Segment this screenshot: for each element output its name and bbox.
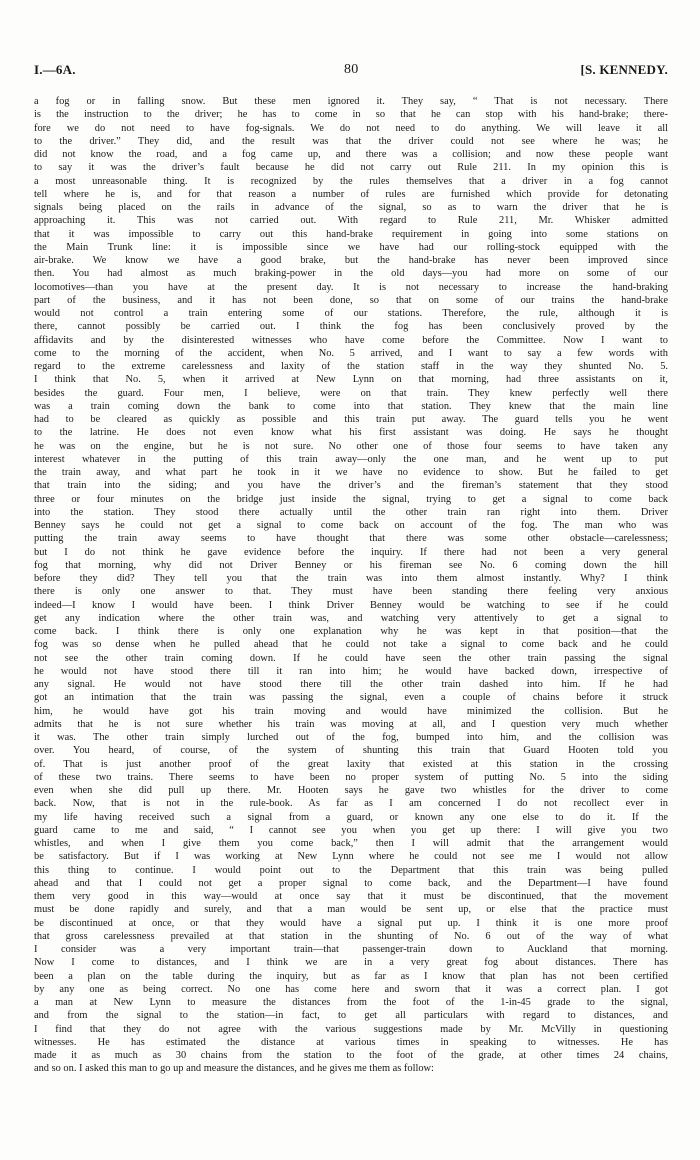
text-line: but I do not think he gave evidence before the inquiry. If there had not been a very general [34, 546, 668, 558]
text-line: then. You had almost as much braking-power in the old days—you had more on some of our [34, 268, 668, 280]
text-line: a most unreasonable thing. It is recognized by the rules themselves that a driver in a fog cannot [34, 175, 668, 187]
text-line: guard came to me and said, “ I cannot see you when you get up there: I will give you two [34, 824, 668, 836]
text-line: tell where he is, and for that reason a number of rules are furnished which provide for detonating [34, 188, 668, 200]
text-line: signals being placed on the rails in advance of the signal, so as to warn the driver that he is [34, 202, 668, 213]
text-line: that gross carelessness prevailed at that station in the shunting of No. 6 out of the way of what [34, 930, 668, 942]
text-line: a man at New Lynn to measure the distances from the foot of the 1-in-45 grade to the signal, [34, 997, 668, 1008]
text-line: whistles, and when I give them you come back,” then I will admit that the arrangement would [34, 838, 668, 849]
text-line: a fog or in falling snow. But these men ignored it. They say, “ That is not necessary. There [34, 96, 668, 107]
text-line: fog was so dense when he pulled ahead that he could not take a signal to come back and he could [34, 639, 668, 651]
text-line: even when she did pull up there. Mr. Hooten says he gave two whistles for the driver to come [34, 785, 668, 796]
text-line: not see the other train coming down. If he could have seen the other train passing the signal [34, 652, 668, 664]
text-line: did not know the road, and a fog came up, and there was a collision; and now these people want [34, 149, 668, 160]
text-line: of these two trains. There seems to have been no proper system of putting No. 5 into the siding [34, 771, 668, 783]
page-number: 80 [344, 62, 359, 77]
text-line: get any indication where the other train was, and watching very attentively to get a signal to [34, 612, 668, 624]
text-line: was a train coming down the bank to come into that station. They knew that the main line [34, 400, 668, 412]
text-line: them very good in this way—would at once say that it must be discontinued, that the movement [34, 891, 668, 902]
page-header [34, 62, 668, 82]
text-line: there, cannot possibly be carried out. I think the fog has been conclusively proved by the [34, 321, 668, 333]
text-line: come back. I think there is only one explanation why he was kept in that position—that the [34, 626, 668, 637]
text-line: been a plan on the table during the inquiry, but as far as I know that plan has not been certified [34, 970, 668, 982]
text-line: I find that they do not agree with the various suggestions made by Mr. McVilly in questioning [34, 1023, 668, 1035]
text-line: any signal. He would not have stood there till the other train dashed into him. If he had [34, 679, 668, 690]
text-line: there is only one answer to that. They must have been standing there feeling very anxious [34, 586, 668, 598]
text-line: admits that he is not sure whether his train was moving at all, and I question very much whether [34, 718, 668, 730]
text-line: made it as much as 30 chains from the station to the foot of the grade, at other times 24 chains, [34, 1050, 668, 1061]
text-line: before they did? They tell you that the train was into them almost instantly. Why? I think [34, 573, 668, 584]
text-line: back. Now, that is not in the rule-book. As far as I am concerned I do not recollect ever in [34, 798, 668, 810]
text-line: indeed—I know I would have been. I think Driver Benney would be watching to see if he could [34, 599, 668, 611]
text-line: Now I come to distances, and I think we are in a very great fog about distances. There has [34, 957, 668, 969]
text-line: affidavits and by the disinterested witnesses who have come before the Committee. Now I want to [34, 334, 668, 346]
text-line: Benney says he could not get a signal to come back on account of the fog. The man who was [34, 520, 668, 531]
text-line: locomotives—than you have at the present day. It is not necessary to increase the hand-braking [34, 281, 668, 293]
text-line: come to the morning of the accident, when No. 5 arrived, and I want to say a few words with [34, 347, 668, 359]
document-reference: I.—6A. [34, 62, 76, 77]
text-line: regard to the extreme carelessness and laxity of the station staff in the way they shunted No. 5. [34, 361, 668, 372]
text-line: this thing to continue. I would point out to the Department that this train was being pulled [34, 864, 668, 876]
text-line: that it was impossible to carry out this hand-brake requirement in going into some stations on [34, 228, 668, 240]
text-line: must be done rapidly and surely, and that a man would be sent up, or else that the practice must [34, 904, 668, 916]
text-line: the train away, and what part he took in it we have no evidence to show. But he failed to get [34, 467, 668, 478]
text-line: I consider was a very important train—that passenger-train down to Auckland that morning. [34, 944, 668, 955]
text-line: be satisfactory. But if I was working at New Lynn where he could not see me I would not allow [34, 851, 668, 863]
text-line: into the station. They stood there actually until the other train ran right into them. Driver [34, 506, 668, 518]
text-line: to say it was the driver’s fault because he did not carry out Rule 211. In my opinion this is [34, 162, 668, 174]
text-line: besides the guard. Four men, I believe, were on that train. They knew perfectly well there [34, 387, 668, 399]
speaker-name: [S. KENNEDY. [580, 62, 668, 77]
text-line: him, he would have got his train moving and would have minimized the collision. But he [34, 705, 668, 717]
text-line: over. You heard, of course, of the system of shunting this train that Guard Hooten told you [34, 745, 668, 757]
text-line: would not control a train entering some of our stations. Therefore, the rule, although it is [34, 308, 668, 319]
text-line: and so on. I asked this man to go up and measure the distances, and he gives me them as follow: [34, 1063, 434, 1075]
text-line: to the driver.” They did, and the result was that the driver could not see where he was; he [34, 135, 668, 147]
text-line: by any one as being correct. No one has come here and sworn that it was a correct plan. I got [34, 983, 668, 995]
text-line: fore we do not need to have fog-signals. We do not need to do anything. We will leave it all [34, 122, 668, 134]
text-line: the Main Trunk line: it is impossible since we have had our rolling-stock equipped with the [34, 241, 668, 253]
text-line: and from the signal to the station—in fact, to get all particulars with regard to distances, and [34, 1010, 668, 1022]
text-line: air-brake. We know we have a good brake, but the hand-brake has never been improved since [34, 255, 668, 266]
text-line: putting the train away seems to have thought that there was some other obstacle—carelessness; [34, 533, 668, 545]
text-line: he was on the engine, but he is not sure. No other one of those four seems to have taken any [34, 440, 668, 452]
text-line: to the latrine. He does not even know what his first assistant was doing. He says he thought [34, 427, 668, 439]
text-line: ahead and that I could not get a proper signal to come back, and the Department—I have found [34, 877, 668, 889]
text-line: he would not have stood there till it ran into him; he would have backed down, irrespective of [34, 665, 668, 677]
text-line: got an intimation that the train was passing the signal, even a couple of chains before it struck [34, 692, 668, 704]
text-line: interest whatever in the putting of this train away—only the one man, and he went up to put [34, 453, 668, 465]
text-line: part of the business, and it has not been done, so that on some of our trains the hand-brake [34, 294, 668, 306]
text-line: is the instruction to the driver; he has to come in so that he can stop with his hand-brake; there- [34, 109, 668, 121]
text-line: I think that No. 5, when it arrived at New Lynn on that morning, had three assistants on it, [34, 374, 668, 386]
text-line: had to be cleared as quickly as possible and this train put away. The guard tells you he went [34, 414, 668, 425]
text-line: three or four minutes on the bridge just inside the signal, trying to get a signal to come back [34, 493, 668, 505]
text-line: witnesses. He has estimated the distance at various times in speaking to witnesses. He has [34, 1036, 668, 1048]
text-line: be discontinued at once, or that they would have a signal put up. I think it is one more proof [34, 917, 668, 929]
body-text [34, 95, 668, 1076]
text-line: approaching it. This was not carried out. With regard to Rule 211, Mr. Whisker admitted [34, 215, 668, 227]
text-line: my life having received such a signal from a guard, or known any one else to do it. If the [34, 811, 668, 823]
text-line: it was. The other train simply lurched out of the fog, bumped into him, and the collision was [34, 732, 668, 743]
text-line: that train into the siding; and you have the driver’s and the fireman’s statement that they stood [34, 480, 668, 492]
text-line: of. That is just another proof of the great laxity that existed at this station in the crossing [34, 758, 668, 770]
text-line: fog that morning, why did not Driver Benney or his fireman see No. 6 coming down the hill [34, 559, 668, 571]
